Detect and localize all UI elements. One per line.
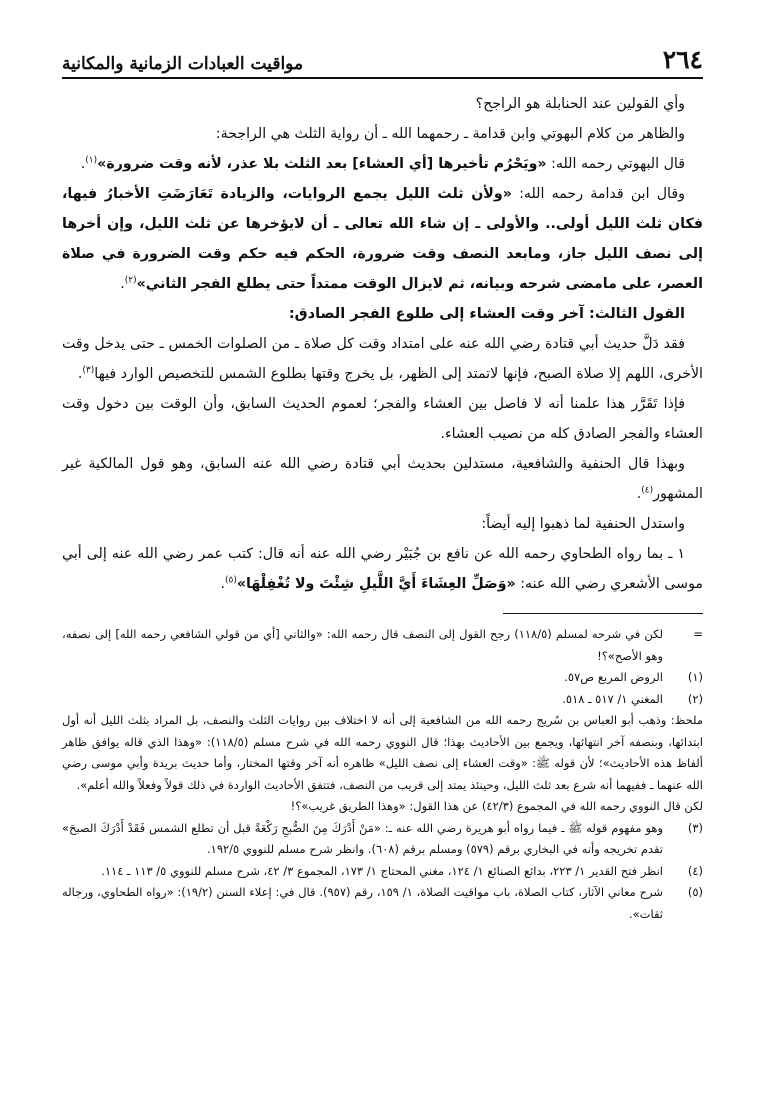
paragraph: وقال ابن قدامة رحمه الله: «ولأن ثلث الليل يجمع الروايات، والزيادة تَعَارَضَتِ الأخبارُ فيها، فكان ثلث الليل أولى.. والأولى ـ إن شاء الله تعالى ـ أن لايؤخرها عن ثلث الليل، وإن أخرها إلى نصف الليل جاز، ومابعد النصف وقت ضرورة، الحكم فيه حكم وقت الضرورة في صلاة العصر، على مامضى شرحه وبيانه، ثم لايزال الوقت ممتداً حتى يطلع الفجر الثاني»$^{(٢)}$. (62, 186, 703, 292)
paragraph: فإذا تَقَرَّر هذا علمنا أنه لا فاصل بين العشاء والفجر؛ لعموم الحديث السابق، وأن الوقت بين دخول وقت العشاء والفجر الصادق كله من نصيب العشاء. (62, 396, 703, 442)
paragraph-text: فقد دَلَّ حديث أبي قتادة رضي الله عنه على امتداد وقت كل صلاة ـ من الصلوات الخمس ـ حتى يدخل وقت الأخرى، اللهم إلا صلاة الصبح، فإنها لاتمتد إلى الظهر، بل يخرج وقتها بطلوع الشمس للتخصيص الوارد فيها (62, 336, 703, 382)
paragraph-text: ١ ـ بما رواه الطحاوي رحمه الله عن نافع بن جُبَيْر رضي الله عنه أنه قال: كتب عمر رضي الله عنه إلى أبي موسى الأشعري رضي الله عنه: (62, 546, 703, 592)
footnote-text: المغني ١/ ٥١٧ ـ ٥١٨. (562, 691, 663, 706)
paragraph: وبهذا قال الحنفية والشافعية، مستدلين بحديث أبي قتادة رضي الله عنه السابق، وهو قول المالكية غير المشهور$^{(٤)}$. (62, 456, 703, 502)
paragraph: وأي القولين عند الحنابلة هو الراجح؟ (475, 96, 685, 112)
footnote-ref: (١) (85, 155, 98, 166)
footnote-text: وهو مفهوم قوله ﷺ ـ فيما رواه أبو هريرة رضي الله عنه ـ: «مَنْ أَدْرَكَ مِنَ الصُّبحِ رَكْعَةً قبل أن تطلع الشمس فَقَدْ أَدْرَكَ الصبحَ» تقدم تخريجه وأنه في البخاري برقم (٥٧٩) ومسلم برقم (٦٠٨). وانظر شرح مسلم للنووي ١٩٢/٥. (62, 820, 663, 856)
footnote (62, 882, 703, 925)
running-title: مواقيت العبادات الزمانية والمكانية (62, 54, 304, 74)
main-text (62, 89, 703, 599)
quote: «وَصَلِّ العِشَاءَ أَيَّ اللَّيلِ شِئْتَ ولا تُغْفِلْهَا» (236, 576, 516, 592)
paragraph: واستدل الحنفية لما ذهبوا إليه أيضاً: (481, 516, 685, 532)
footnote-text: لكن في شرحه لمسلم (١١٨/٥) رجح القول إلى النصف قال رحمه الله: «والثاني [أي من قولي الشافعي رحمه الله] إلى نصفه، وهو الأصح»؟! (62, 627, 663, 663)
quote-intro: وقال ابن قدامة رحمه الله: (511, 186, 685, 202)
footnote-divider (503, 613, 703, 614)
footnote-number: (٢) (687, 691, 703, 706)
footnote-number: (١) (687, 670, 703, 684)
section-heading: القول الثالث: آخر وقت العشاء إلى طلوع الفجر الصادق: (288, 306, 685, 322)
footnote-ref: (٣) (82, 365, 95, 376)
footnote-text: شرح معاني الآثار، كتاب الصلاة، باب مواقيت الصلاة، ١/ ١٥٩، رقم (٩٥٧). قال في: إعلاء السنن (١٩/٢): «رواه الطحاوي، ورجاله ثقات». (62, 885, 664, 921)
footnote-ref: (٢) (124, 275, 137, 286)
continuation-mark: = (693, 627, 703, 641)
footnote (62, 689, 703, 711)
page-header (62, 38, 703, 79)
paragraph: والظاهر من كلام البهوتي وابن قدامة ـ رحمهما الله ـ أن رواية الثلث هي الراجحة: (215, 126, 685, 142)
paragraph: قال البهوتي رحمه الله: «ويَحْرُم تأخيرها [أي العشاء] بعد الثلث بلا عذر، لأنه وقت ضرورة»$^{(١)}$. (80, 155, 685, 172)
footnote-number: (٤) (687, 863, 703, 878)
paragraph-text: وبهذا قال الحنفية والشافعية، مستدلين بحديث أبي قتادة رضي الله عنه السابق، وهو قول المالكية غير المشهور (62, 456, 703, 502)
footnote-number: (٥) (687, 885, 703, 899)
footnote-ref: (٤) (641, 485, 654, 496)
paragraph: ١ ـ بما رواه الطحاوي رحمه الله عن نافع بن جُبَيْر رضي الله عنه أنه قال: كتب عمر رضي الله عنه إلى أبي موسى الأشعري رضي الله عنه: «وَصَلِّ العِشَاءَ أَيَّ اللَّيلِ شِئْتَ ولا تُغْفِلْهَا»$^{(٥)}$. (62, 546, 703, 592)
page-number: ٢٦٤ (662, 45, 703, 74)
footnote-text: الروض المربع ص٥٧. (564, 670, 663, 684)
footnote-number: (٣) (687, 820, 703, 835)
footnote-continuation (62, 624, 703, 667)
footnote (62, 861, 703, 883)
quote-intro: قال البهوتي رحمه الله: (546, 156, 685, 172)
footnote-note: ملحظ: وذهب أبو العباس بن سُريج رحمه الله من الشافعية إلى أنه لا اختلاف بين روايات الثلث والنصف، بل المراد بثلث الليل أنه أول ابتدائها، وبنصفه آخر انتهائها، ويجمع بين الأحاديث بهذا؛ قال النووي رحمه الله في شرح مسلم (١١٨/٥): «وهذا الذي قاله يوافق ظاهر ألفاظ هذه الأحاديث»؛ لأن قوله ﷺ: «وقت العشاء إلى نصف الليل» ظاهره أنه آخر وقتها المختار، وأما حديث بريدة وأبي موسى رضي الله عنهما ـ ففيهما أنه شرع بعد ثلث الليل، وحينئذ يمتد إلى قريب من النصف، فتتفق الأحاديث الواردة في ذلك قولاً وفعلاً والله أعلم». (62, 713, 703, 792)
footnote (62, 667, 703, 689)
paragraph: فقد دَلَّ حديث أبي قتادة رضي الله عنه على امتداد وقت كل صلاة ـ من الصلوات الخمس ـ حتى يدخل وقت الأخرى، اللهم إلا صلاة الصبح، فإنها لاتمتد إلى الظهر، بل يخرج وقتها بطلوع الشمس للتخصيص الوارد فيها$^{(٣)}$. (62, 336, 703, 382)
footnotes (62, 624, 703, 925)
footnote-text: انظر فتح القدير ١/ ٢٢٣، بدائع الصنائع ١/ ١٢٤، مغني المحتاج ١/ ١٧٣، المجموع ٣/ ٤٢، شرح مسلم للنووي ٥/ ١١٣ ـ ١١٤. (101, 863, 663, 878)
quote: «ويَحْرُم تأخيرها [أي العشاء] بعد الثلث بلا عذر، لأنه وقت ضرورة» (97, 156, 547, 172)
footnote (62, 818, 703, 861)
footnote-ref: (٥) (224, 575, 237, 586)
footnote-note: لكن قال النووي رحمه الله في المجموع (٤٢/٣) عن هذا القول: «وهذا الطريق غريب»؟! (290, 799, 703, 813)
quote: «ولأن ثلث الليل يجمع الروايات، والزيادة تَعَارَضَتِ الأخبارُ فيها، فكان ثلث الليل أولى.. والأولى ـ إن شاء الله تعالى ـ أن لايؤخرها عن ثلث الليل، وإن أخرها إلى نصف الليل جاز، ومابعد النصف وقت ضرورة، الحكم فيه حكم وقت الضرورة في صلاة العصر، على مامضى شرحه وبيانه، ثم لايزال الوقت ممتداً حتى يطلع الفجر الثاني» (62, 186, 703, 292)
